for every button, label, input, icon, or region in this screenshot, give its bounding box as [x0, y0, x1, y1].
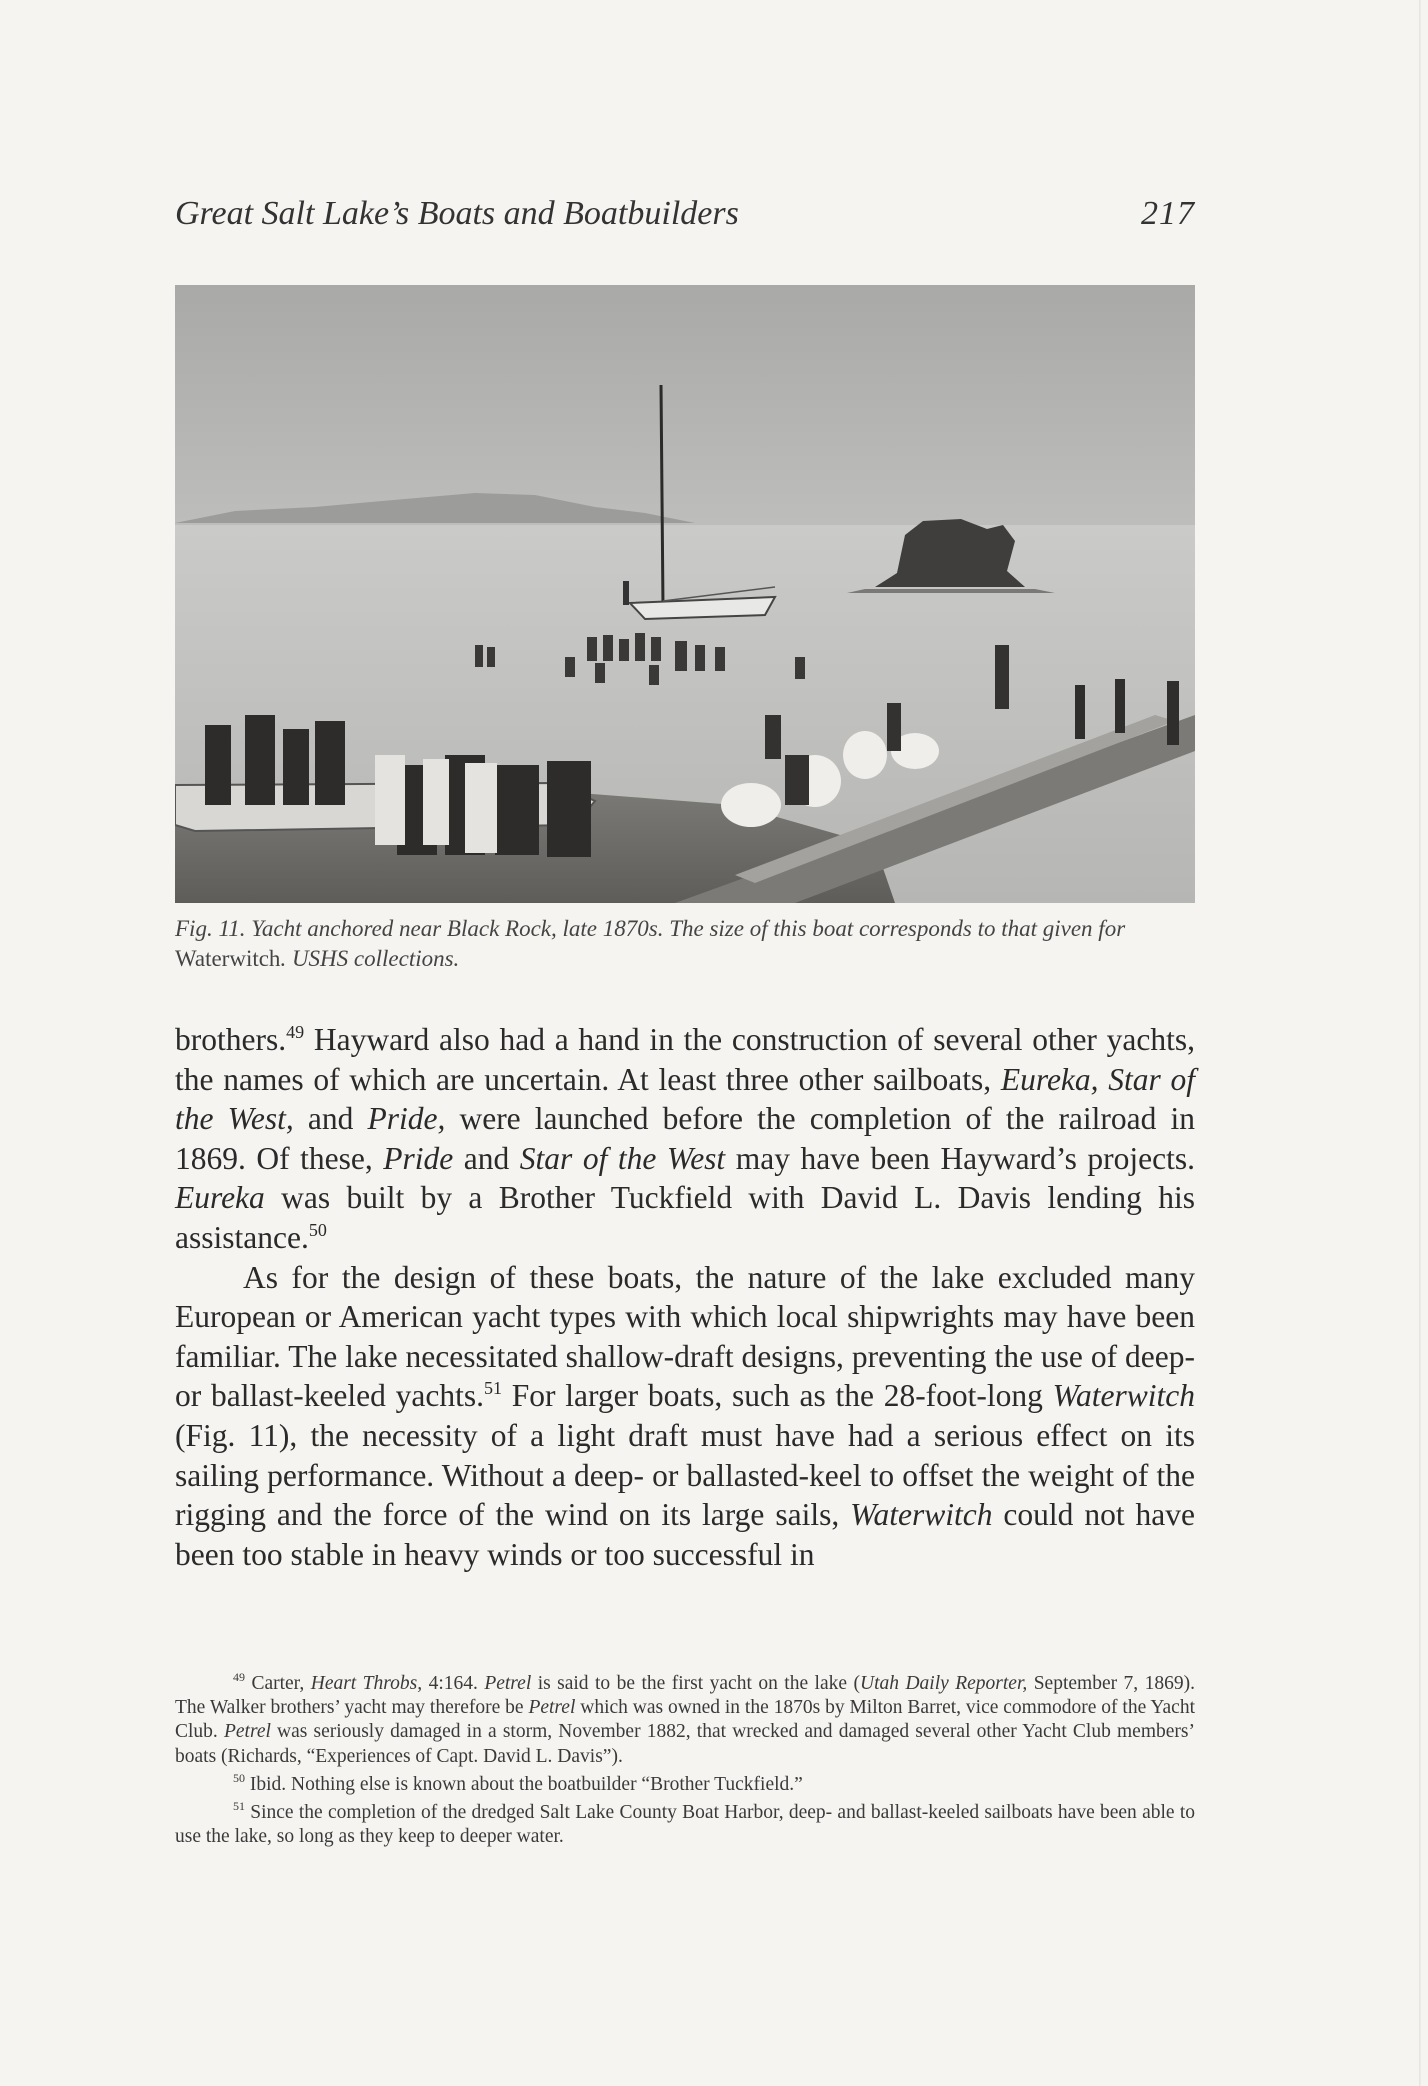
text-run [1099, 1062, 1109, 1097]
running-title: Great Salt Lake’s Boats and Boatbuilders [175, 195, 739, 232]
boat-name: Pride, [367, 1101, 446, 1137]
boat-name: Waterwitch [1052, 1378, 1196, 1414]
paragraph-2 [175, 1258, 1195, 1575]
footnotes [175, 1672, 1195, 1853]
boat-name: Pride [383, 1140, 454, 1176]
text-run: and [293, 1101, 368, 1137]
text-run: Since the completion of the dredged Salt Lake County Boat Harbor, deep- and ballast-keeled sailboats have been able to use the lake, so long as they keep to deeper water. [175, 1802, 1195, 1848]
text-run: September 7, 1869). The Walker brothers’ yacht may therefore be [175, 1673, 1195, 1719]
text-run: (Fig. 11), the necessity of a light draft must have had a serious effect on its sailing performance. Without a deep- or ballasted-keel to offset the weight of the rigging and the force of the wind on its large sails, [175, 1417, 1195, 1533]
text-run: could not have been too stable in heavy winds or too successful in [175, 1497, 1195, 1572]
footnote-ref-50: 50 [308, 1219, 327, 1240]
text-run: was built by a Brother Tuckfield with David L. Davis lending his assistance. [175, 1180, 1195, 1255]
boat-name: Petrel [223, 1721, 271, 1743]
caption-boat-name: Waterwitch [175, 946, 281, 971]
source-title: Heart Throbs, [310, 1673, 423, 1694]
page-number: 217 [1141, 195, 1195, 232]
footnote-ref-49: 49 [286, 1022, 305, 1042]
footnote-51 [175, 1801, 1195, 1849]
text-run: Carter, [245, 1673, 311, 1694]
footnote-number: 49 [233, 1670, 245, 1684]
photo-yacht-black-rock [175, 285, 1195, 903]
caption-source: . USHS collections. [280, 946, 460, 971]
text-run: was seriously damaged in a storm, November 1882, that wrecked and damaged several other Yacht Club members’ boats (Richards, “Experiences of Capt. David L. Davis”). [175, 1721, 1195, 1767]
boat-name: Eureka [175, 1180, 265, 1216]
footnote-ref-51: 51 [484, 1378, 502, 1399]
footnote-50 [175, 1770, 1195, 1797]
footnote-number: 51 [233, 1799, 245, 1814]
text-run: For larger boats, such as the 28-foot-long [502, 1378, 1053, 1414]
text-run: were launched before the completion of the railroad in 1869. Of these, [175, 1101, 1195, 1176]
figure-caption [175, 914, 1195, 974]
boat-name: Waterwitch [850, 1497, 993, 1533]
page-edge [1419, 0, 1422, 2086]
text-run: Hayward also had a hand in the construction of several other yachts, the names of which are uncertain. At least three other sailboats, [175, 1022, 1195, 1097]
footnote-number: 50 [233, 1770, 245, 1785]
boat-name: Eureka, [1000, 1061, 1099, 1097]
caption-text: Fig. 11. Yacht anchored near Black Rock, late 1870s. The size of this boat corresponds to that given for [175, 916, 1126, 941]
text-run: Ibid. Nothing else is known about the boatbuilder “Brother Tuckfield.” [245, 1773, 803, 1795]
boat-name: Petrel [484, 1673, 532, 1694]
boat-name: Star of the West [519, 1140, 726, 1176]
running-head [175, 195, 1195, 245]
text-run: is said to be the first yacht on the lake ( [531, 1673, 860, 1694]
boat-name: Petrel [528, 1697, 576, 1719]
text-run: which was owned in the 1870s by Milton Barret, vice commodore of the Yacht Club. [175, 1697, 1195, 1743]
text-run: brothers. [175, 1022, 287, 1057]
footnote-49 [175, 1672, 1195, 1769]
boat-name: Star of the West, [175, 1061, 1195, 1137]
text-run: As for the design of these boats, the nature of the lake excluded many European or American yacht types with which local shipwrights may have been familiar. The lake necessitated shallow-draft designs, preventing the use of deep- or ballast-keeled yachts. [175, 1259, 1195, 1414]
paragraph-1 [175, 1020, 1195, 1258]
body-text [175, 1020, 1195, 1574]
text-run: may have been Hayward’s projects. [725, 1140, 1196, 1176]
text-run: and [453, 1140, 520, 1176]
figure-photo [175, 285, 1195, 903]
text-run: 4:164. [422, 1673, 485, 1694]
source-title: Utah Daily Reporter, [859, 1673, 1028, 1694]
